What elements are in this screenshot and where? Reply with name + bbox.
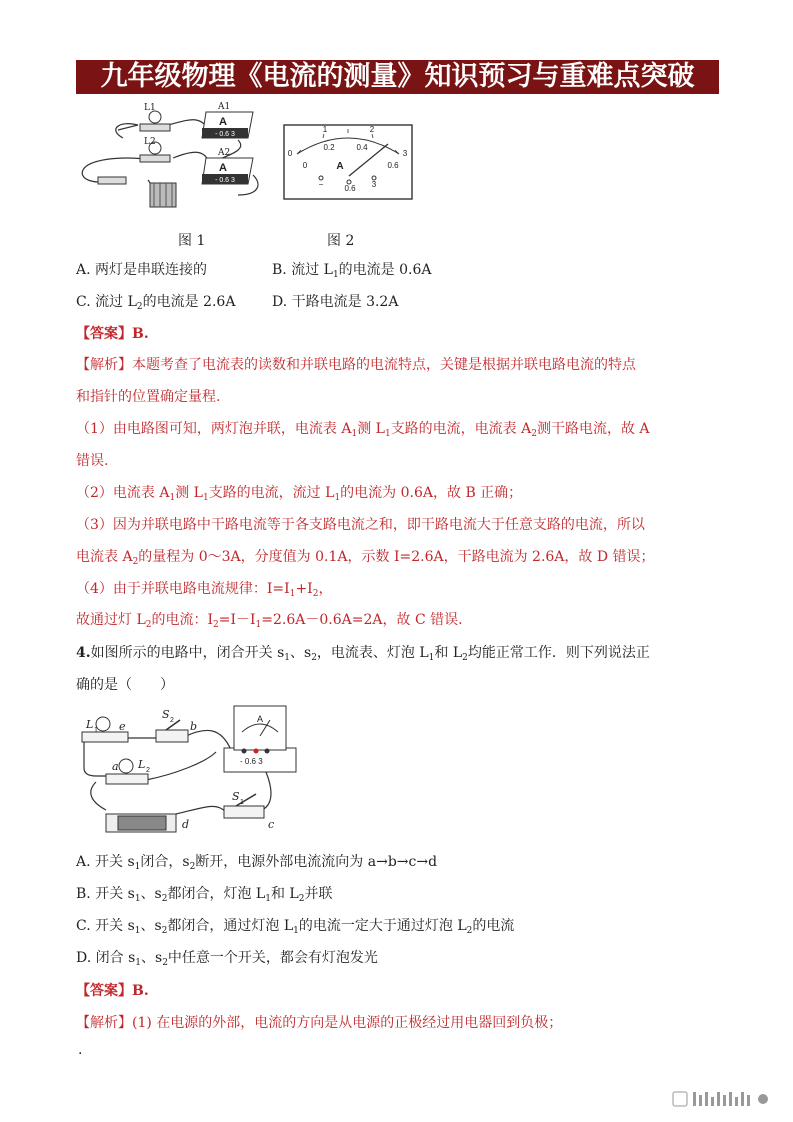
q4-label-c: c: [268, 818, 275, 831]
q3-analysis-1: 【解析】本题考查了电流表的读数和并联电路的电流特点，关键是根据并联电路电流的特点: [76, 357, 636, 373]
q4-answer: 【答案】B.: [76, 983, 149, 999]
q3-option-d: D. 干路电流是 3.2A: [272, 294, 399, 310]
q4-label-b: b: [190, 720, 198, 733]
fig1-label-A2: A2: [218, 148, 231, 158]
fig2-term-neg: −: [318, 180, 324, 189]
svg-text:A: A: [219, 162, 227, 174]
fig1-label-A1: A1: [218, 102, 231, 112]
q3-options-row-1: [76, 260, 432, 285]
q4-meter-terminals: - 0.6 3: [240, 757, 263, 766]
figure-1-circuit: [78, 100, 268, 220]
fig1-label-L1: L1: [144, 103, 156, 113]
q4-option-d: D. 闭合 $s_1$、$s_2$中任意一个开关，都会有灯泡发光: [76, 950, 378, 968]
fig2-top-3: 3: [402, 149, 408, 158]
q3-step-3-cont: 电流表 $A_2$的量程为 0～3A，分度值为 0.1A，示数 I=2.6A，干路电流为 2.6A，故 D 错误；: [76, 549, 655, 567]
fig2-top-1: 1: [322, 125, 328, 134]
q3-step-1-cont: 错误.: [76, 453, 109, 469]
fig2-bottom-0: 0: [302, 161, 308, 170]
q4-label-L1: L: [86, 718, 94, 731]
q4-analysis: 【解析】(1) 在电源的外部，电流的方向是从电源的正极经过用电器回到负极；: [76, 1015, 563, 1031]
q4-option-c: C. 开关 $s_1$、$s_2$都闭合，通过灯泡 $L_1$的电流一定大于通过灯泡 $L_2$的电流: [76, 918, 515, 936]
q3-analysis-2: 和指针的位置确定量程.: [76, 389, 221, 405]
trailing-dot: .: [78, 1042, 83, 1058]
q3-option-b: B. 流过 $L_1$的电流是 0.6A: [272, 262, 432, 280]
fig2-bottom-1: 0.2: [323, 143, 335, 152]
fig2-bottom-3: 0.6: [387, 161, 399, 170]
q4-label-L2: L: [138, 758, 146, 771]
page-title-banner: 九年级物理《电流的测量》知识预习与重难点突破: [76, 60, 719, 94]
svg-text:1: 1: [240, 799, 244, 806]
q3-step-4-cont: 故通过灯 $L_2$的电流：$I_2=I-I_1=2.6A-0.6A=2A$，故 C 错误.: [76, 612, 463, 630]
fig1-label-L2: L2: [144, 137, 156, 147]
q3-options-row-2: [76, 292, 398, 317]
q3-step-2: （2）电流表 $A_1$测 $L_1$支路的电流，流过 $L_1$的电流为 0.6A，故 B 正确；: [76, 485, 523, 503]
q3-option-c: C. 流过 $L_2$的电流是 2.6A: [76, 294, 236, 312]
fig2-top-0: 0: [287, 149, 293, 158]
q4-label-S1: S: [232, 790, 240, 803]
q4-stem-1: 4.如图所示的电路中，闭合开关 $s_1$、$s_2$，电流表、灯泡 $L_1$和 $L_2$均能正常工作．则下列说法正: [76, 645, 650, 663]
q4-option-a: A. 开关 $s_1$闭合，$s_2$断开，电源外部电流流向为 a→b→c→d: [76, 854, 438, 872]
fig1-a2-terminals: - 0.6 3: [215, 177, 235, 184]
q4-option-b: B. 开关 $s_1$、$s_2$都闭合，灯泡 $L_1$和 $L_2$并联: [76, 886, 333, 904]
fig2-top-2: 2: [369, 125, 375, 134]
fig2-bottom-2: 0.4: [356, 143, 368, 152]
q4-label-d: d: [182, 818, 190, 831]
q3-step-4: （4）由于并联电路电流规律：$I=I_1+I_2$，: [76, 581, 333, 599]
q4-label-S2: S: [162, 708, 170, 721]
figure-2-meter-dial: [283, 124, 413, 200]
svg-text:2: 2: [146, 767, 150, 774]
q4-stem-2: 确的是（ ）: [76, 677, 174, 693]
figure-q4-circuit: [76, 702, 306, 842]
fig2-unit: A: [336, 161, 344, 172]
q4-label-e: e: [119, 720, 126, 733]
fig2-term-06: 0.6: [344, 184, 356, 193]
q4-label-a: a: [112, 760, 119, 773]
fig2-term-3: 3: [371, 180, 377, 189]
watermark-icon: [669, 1088, 779, 1110]
q3-option-a: A. 两灯是串联连接的: [76, 262, 208, 278]
svg-text:1: 1: [94, 727, 98, 734]
svg-text:A: A: [219, 116, 227, 128]
q3-step-3: （3）因为并联电路中干路电流等于各支路电流之和，即干路电流大于任意支路的电流，所以: [76, 517, 645, 533]
q3-answer: 【答案】B.: [76, 326, 149, 342]
q4-meter-unit: A: [257, 714, 264, 724]
q3-step-1: （1）由电路图可知，两灯泡并联，电流表 $A_1$测 $L_1$支路的电流，电流表 $A_2$测干路电流，故 A: [76, 421, 650, 439]
fig1-a1-terminals: - 0.6 3: [215, 131, 235, 138]
fig1-caption: 图 1: [178, 233, 206, 249]
svg-text:2: 2: [170, 717, 174, 724]
fig2-caption: 图 2: [327, 233, 355, 249]
